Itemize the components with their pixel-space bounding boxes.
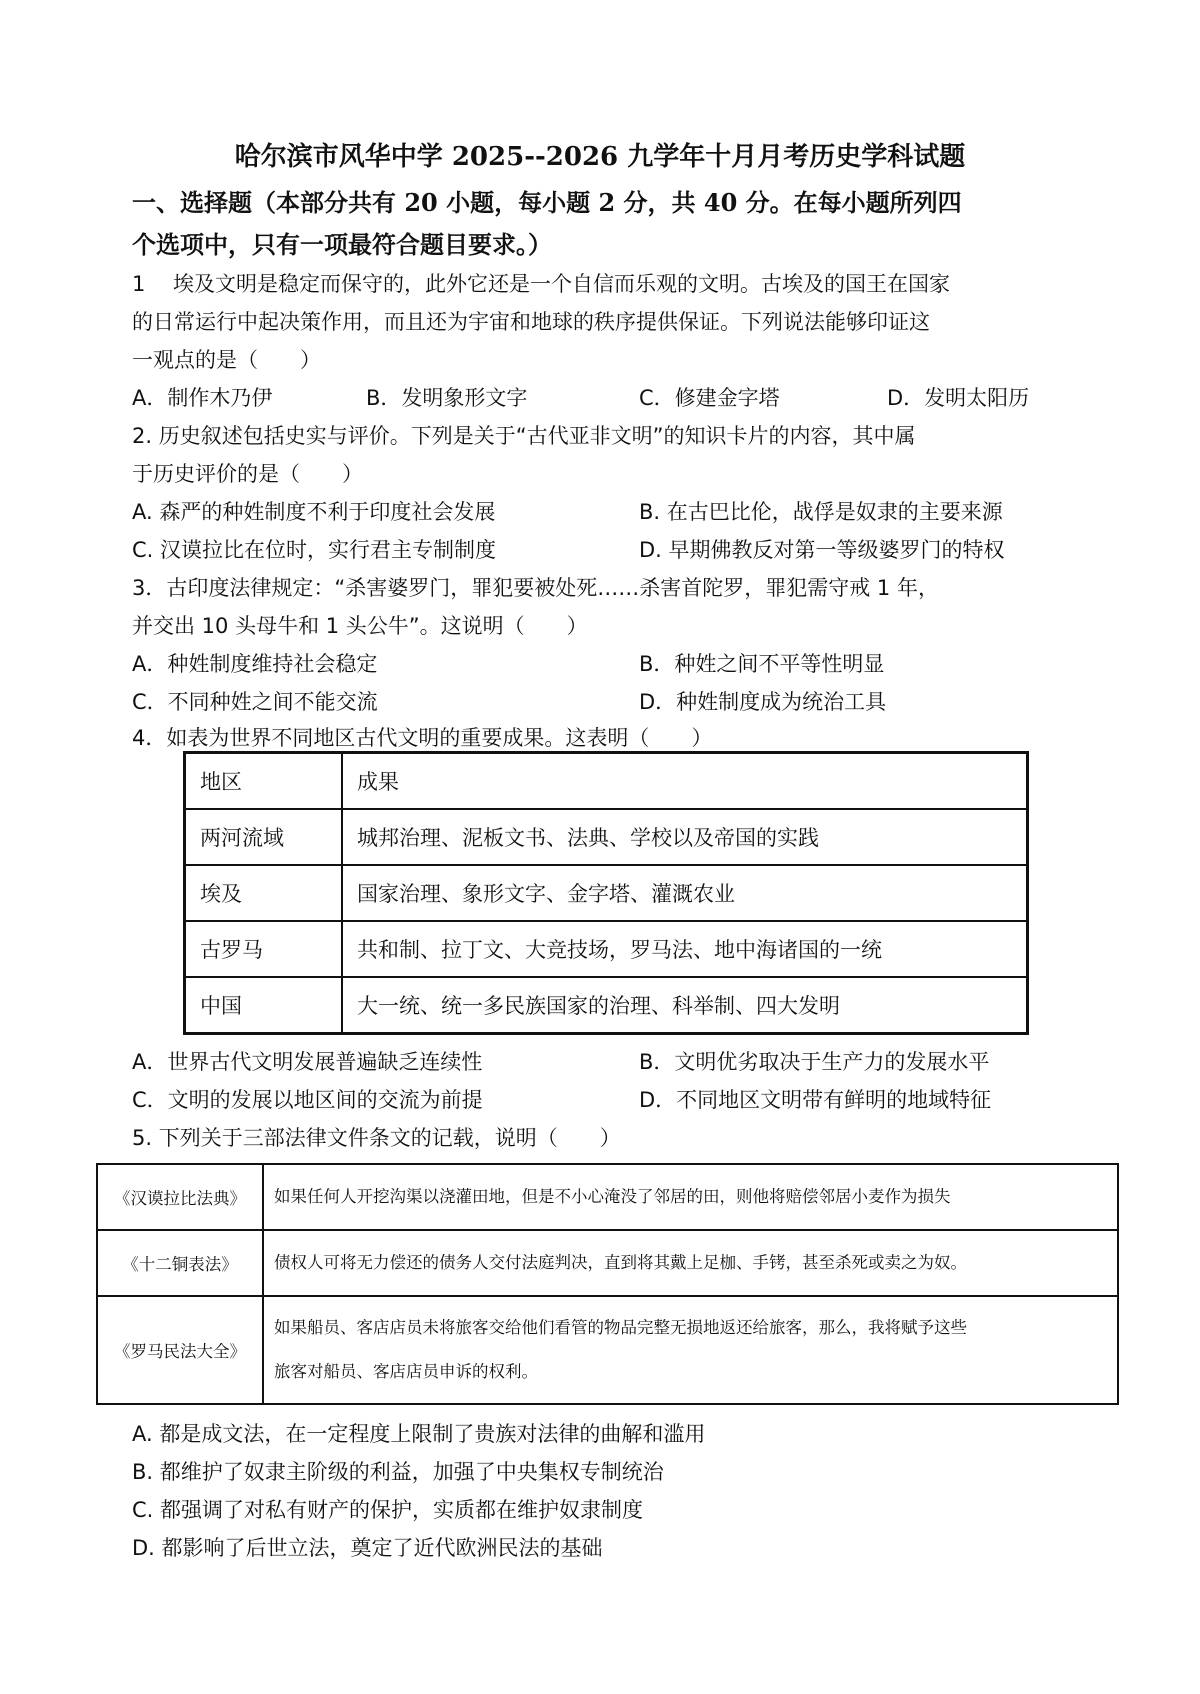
- q2-option-d: D. 早期佛教反对第一等级婆罗门的特权: [639, 538, 1005, 562]
- q1-stem-line: 一观点的是（ ）: [132, 348, 321, 372]
- table-row: [185, 977, 1028, 1034]
- q4-achievements-table: [183, 751, 1029, 1035]
- table-cell-region: 两河流域: [185, 809, 343, 865]
- q4-option-a: A．世界古代文明发展普遍缺乏连续性: [132, 1050, 483, 1074]
- exam-title: 哈尔滨市风华中学 2025--2026 九学年十月月考历史学科试题: [234, 142, 966, 172]
- table-cell-achievement: 国家治理、象形文字、金字塔、灌溉农业: [342, 865, 1028, 921]
- table-cell-region: 埃及: [185, 865, 343, 921]
- q2-option-b: B. 在古巴比伦，战俘是奴隶的主要来源: [639, 500, 1003, 524]
- q3-option-c: C．不同种姓之间不能交流: [132, 690, 378, 714]
- q2-option-a: A. 森严的种姓制度不利于印度社会发展: [132, 500, 496, 524]
- table-cell-region: 古罗马: [185, 921, 343, 977]
- q1-stem-line: 1 埃及文明是稳定而保守的，此外它还是一个自信而乐观的文明。古埃及的国王在国家: [132, 272, 951, 296]
- q3-option-b: B．种姓之间不平等性明显: [639, 652, 885, 676]
- q3-stem-line: 并交出 10 头母牛和 1 头公牛”。这说明（ ）: [132, 614, 588, 638]
- law-name-cell: 《罗马民法大全》: [97, 1296, 263, 1404]
- table-cell-achievement: 城邦治理、泥板文书、法典、学校以及帝国的实践: [342, 809, 1028, 865]
- q2-stem-line: 于历史评价的是（ ）: [132, 462, 363, 486]
- table-row: [97, 1164, 1118, 1230]
- table-row: [97, 1296, 1118, 1404]
- q1-option-b: B．发明象形文字: [366, 386, 528, 410]
- q3-option-a: A．种姓制度维持社会稳定: [132, 652, 378, 676]
- q4-option-c: C．文明的发展以地区间的交流为前提: [132, 1088, 483, 1112]
- law-text-line: 旅客对船员、客店店员申诉的权利。: [274, 1362, 538, 1381]
- law-text-line: 债权人可将无力偿还的债务人交付法庭判决，直到将其戴上足枷、手铐，甚至杀死或卖之为奴。: [274, 1253, 967, 1272]
- q4-option-d: D．不同地区文明带有鲜明的地域特征: [639, 1088, 992, 1112]
- table-row: [185, 865, 1028, 921]
- q4-option-b: B．文明优劣取决于生产力的发展水平: [639, 1050, 990, 1074]
- table-row: [185, 921, 1028, 977]
- law-text-line: 如果任何人开挖沟渠以浇灌田地，但是不小心淹没了邻居的田，则他将赔偿邻居小麦作为损失: [274, 1187, 951, 1206]
- table-header-cell: 地区: [185, 753, 343, 810]
- table-row: [97, 1230, 1118, 1296]
- section-heading-line2: 个选项中，只有一项最符合题目要求。）: [132, 230, 552, 259]
- q1-option-c: C．修建金字塔: [639, 386, 780, 410]
- law-text-cell: [263, 1164, 1118, 1230]
- q1-stem-line: 的日常运行中起决策作用，而且还为宇宙和地球的秩序提供保证。下列说法能够印证这: [132, 310, 930, 334]
- q5-option-b: B. 都维护了奴隶主阶级的利益，加强了中央集权专制统治: [132, 1460, 664, 1484]
- q5-law-table: [96, 1163, 1119, 1405]
- section-heading-line1: 一、选择题（本部分共有 20 小题，每小题 2 分，共 40 分。在每小题所列四: [132, 188, 962, 217]
- q1-option-a: A．制作木乃伊: [132, 386, 273, 410]
- table-cell-achievement: 共和制、拉丁文、大竞技场，罗马法、地中海诸国的一统: [342, 921, 1028, 977]
- q2-stem-line: 2. 历史叙述包括史实与评价。下列是关于“古代亚非文明”的知识卡片的内容，其中属: [132, 424, 916, 448]
- law-text-line: 如果船员、客店店员未将旅客交给他们看管的物品完整无损地返还给旅客，那么，我将赋予这些: [274, 1318, 967, 1337]
- law-name-cell: 《汉谟拉比法典》: [97, 1164, 263, 1230]
- q3-option-d: D．种姓制度成为统治工具: [639, 690, 887, 714]
- law-text-cell: [263, 1230, 1118, 1296]
- table-row: [185, 809, 1028, 865]
- q3-stem-line: 3．古印度法律规定：“杀害婆罗门，罪犯要被处死……杀害首陀罗，罪犯需守戒 1 年，: [132, 576, 939, 600]
- q2-option-c: C. 汉谟拉比在位时，实行君主专制制度: [132, 538, 497, 562]
- law-text-cell: [263, 1296, 1118, 1404]
- q1-option-d: D．发明太阳历: [887, 386, 1030, 410]
- q5-option-d: D. 都影响了后世立法，奠定了近代欧洲民法的基础: [132, 1536, 603, 1560]
- table-cell-region: 中国: [185, 977, 343, 1034]
- q5-stem: 5. 下列关于三部法律文件条文的记载，说明（ ）: [132, 1126, 621, 1150]
- table-header-cell: 成果: [342, 753, 1028, 810]
- q5-option-a: A. 都是成文法，在一定程度上限制了贵族对法律的曲解和滥用: [132, 1422, 706, 1446]
- q5-option-c: C. 都强调了对私有财产的保护，实质都在维护奴隶制度: [132, 1498, 644, 1522]
- law-name-cell: 《十二铜表法》: [97, 1230, 263, 1296]
- table-cell-achievement: 大一统、统一多民族国家的治理、科举制、四大发明: [342, 977, 1028, 1034]
- table-header-row: [185, 753, 1028, 810]
- q4-stem: 4．如表为世界不同地区古代文明的重要成果。这表明（ ）: [132, 726, 713, 750]
